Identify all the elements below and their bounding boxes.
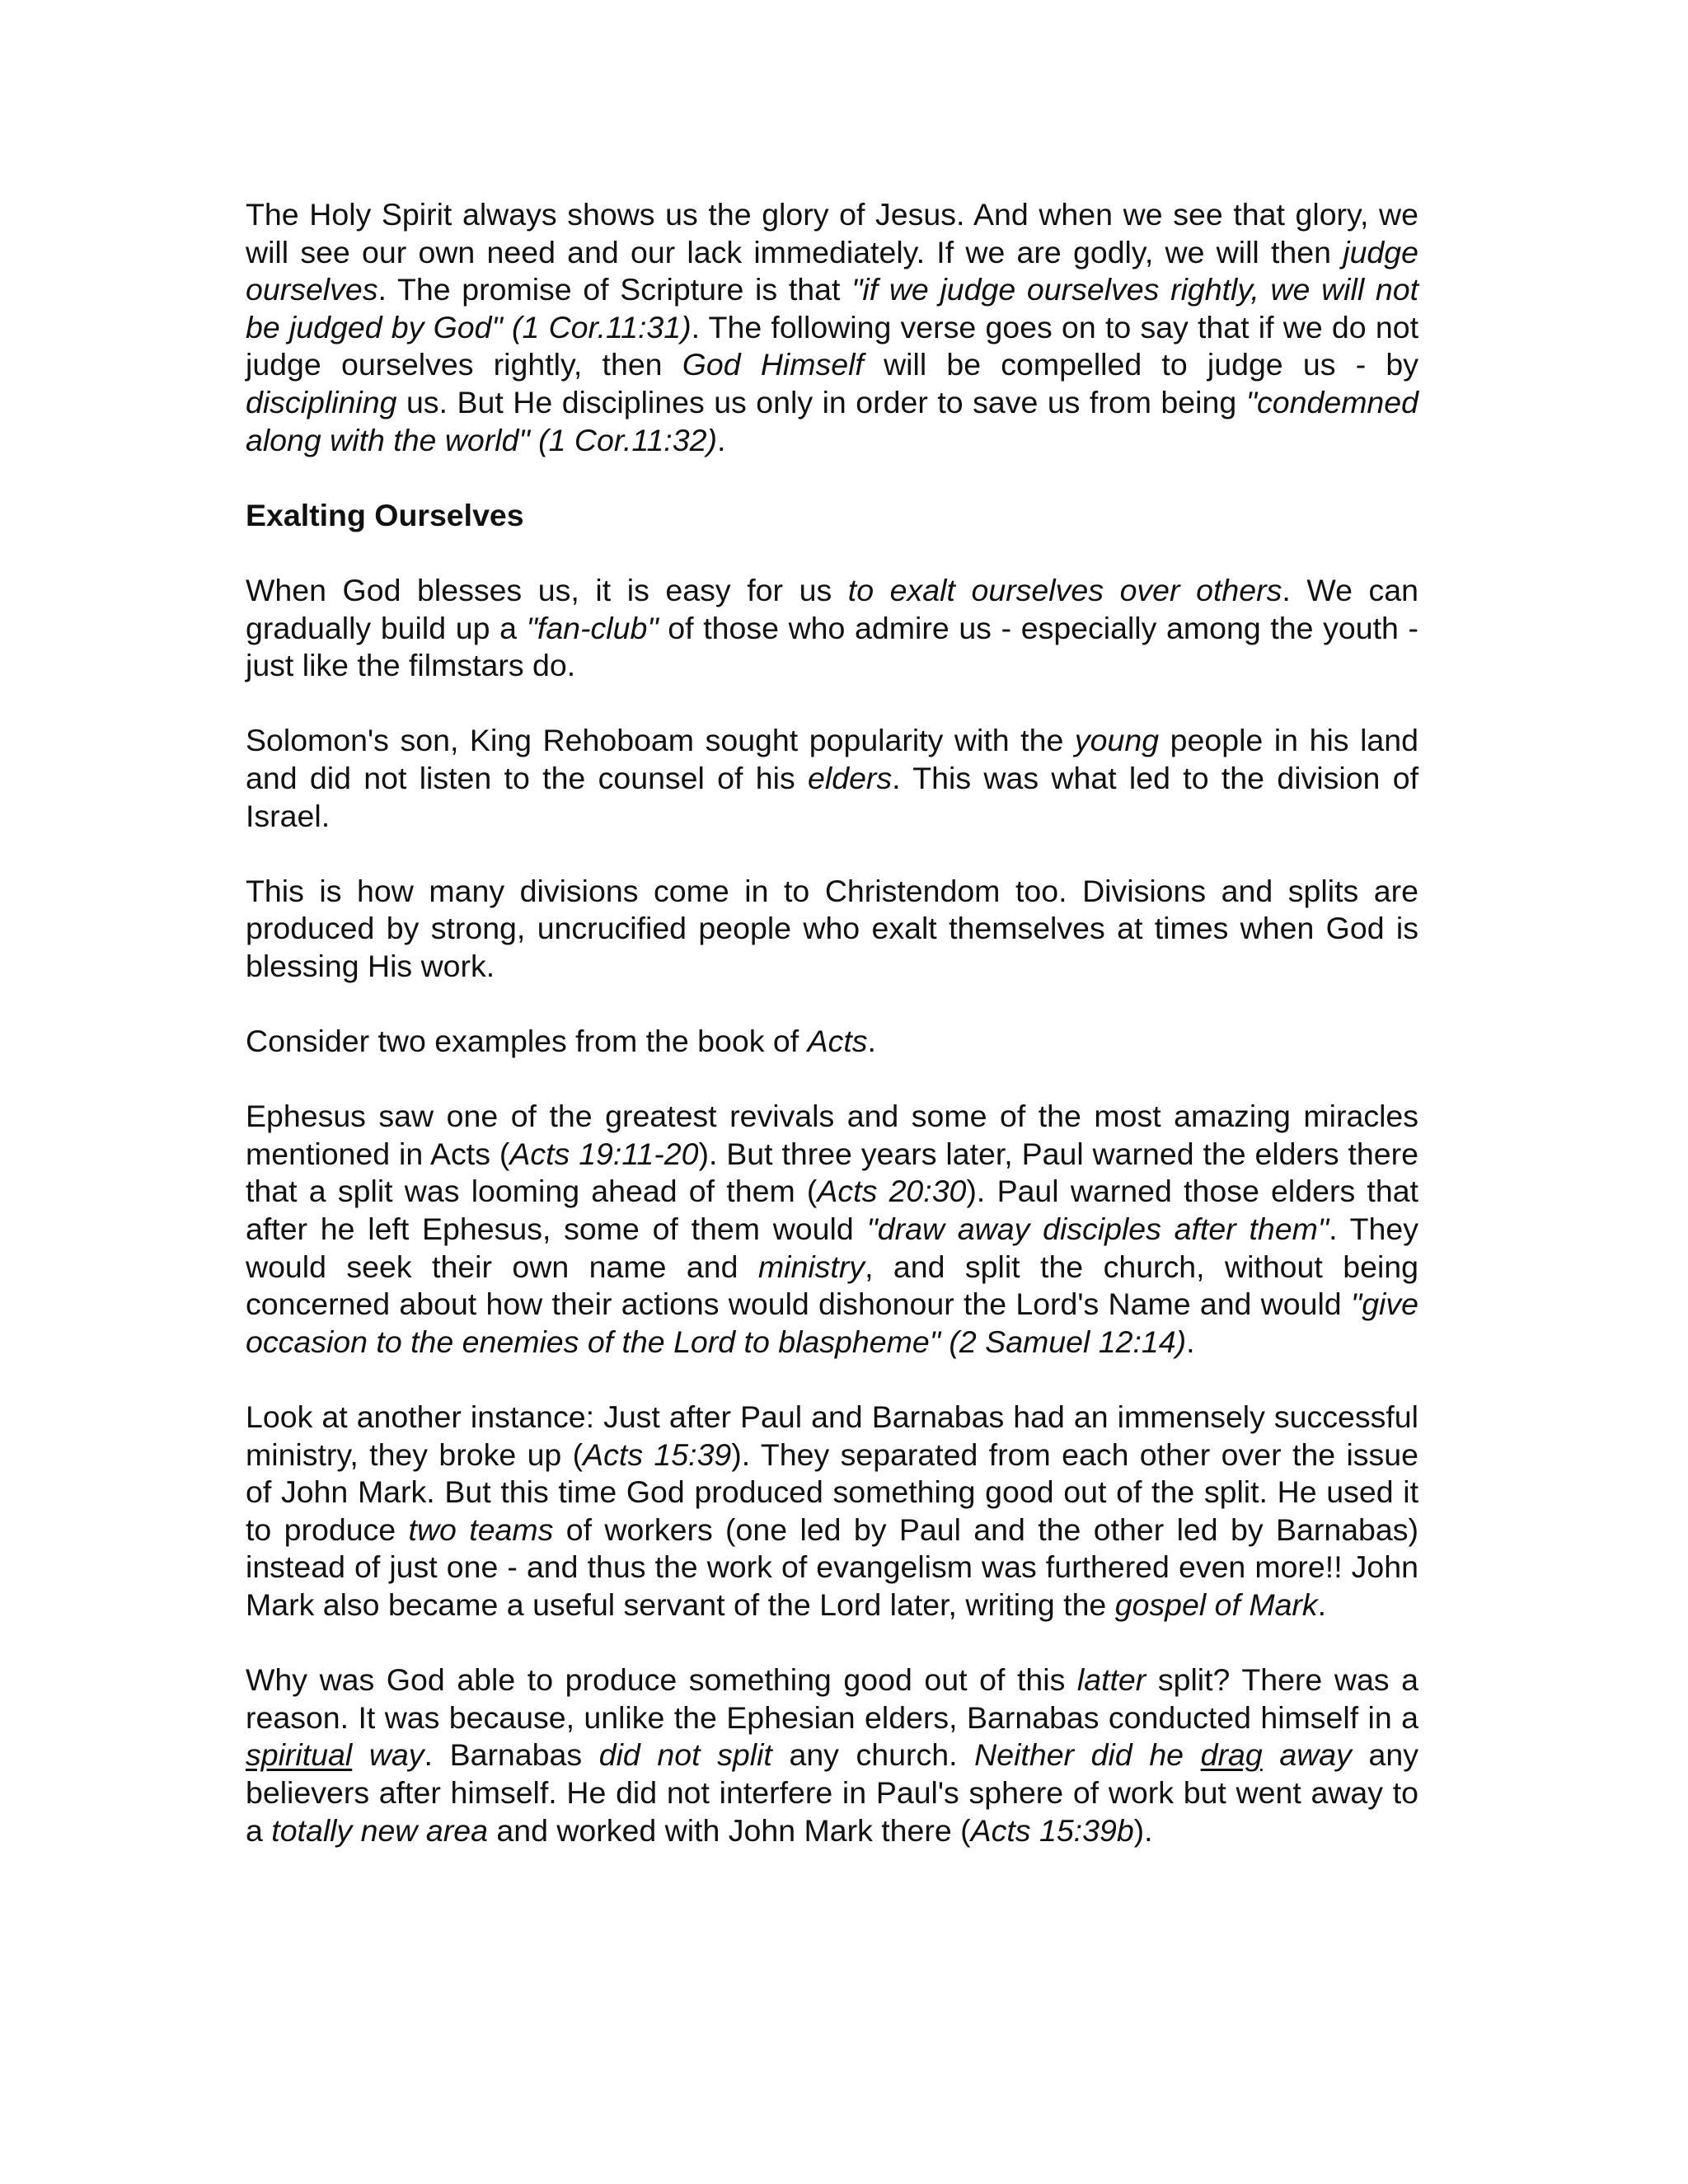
text-run: of workers (one led by Paul and the other led by Barnabas) instead of just one - and thus the work of evangelism was furthered even more!! John Mark also became a useful servant of the Lord later, writing the	[246, 1511, 1418, 1622]
text-run: ).	[1133, 1812, 1153, 1848]
text-run: Look at another instance: Just after Paul and Barnabas had an immensely successful ministry, they broke up (	[246, 1399, 1418, 1472]
italic-run: to exalt ourselves over others	[847, 572, 1282, 607]
scripture-quote: "give occasion to the enemies of the Lord to blaspheme" (2 Samuel 12:14)	[246, 1286, 1418, 1359]
text-run: ). Paul warned those elders that after he left Ephesus, some of them would	[246, 1174, 1418, 1247]
underlined-italic-run: spiritual	[246, 1737, 353, 1773]
scripture-reference: Acts 15:39b	[970, 1812, 1134, 1848]
document-page	[246, 196, 1418, 1887]
paragraph-paul-barnabas	[246, 1399, 1418, 1624]
italic-run: ministry	[757, 1249, 865, 1284]
text-run: Solomon's son, King Rehoboam sought popularity with the	[246, 723, 1075, 758]
text-run: and worked with John Mark there (	[487, 1812, 971, 1848]
text-run: This is how many divisions come in to Christendom too. Divisions and splits are produced by strong, uncrucified people who exalt themselves at times when God is blessing His work.	[246, 873, 1418, 983]
underlined-italic-run: drag	[1200, 1737, 1263, 1773]
text-run: .	[716, 422, 726, 457]
text-run: When God blesses us, it is easy for us	[246, 572, 848, 607]
italic-run: Neither did he	[974, 1737, 1201, 1773]
text-run: any church.	[771, 1737, 975, 1773]
italic-run: young	[1074, 723, 1160, 758]
italic-run: latter	[1076, 1662, 1146, 1698]
italic-run: judge ourselves	[246, 234, 1418, 307]
text-run: . The following verse goes on to say that if we do not judge ourselves rightly, then	[246, 309, 1418, 382]
scripture-reference: Acts 19:11-20	[509, 1136, 699, 1171]
italic-run: "fan-club"	[526, 610, 659, 645]
text-run: Ephesus saw one of the greatest revivals and some of the most amazing miracles mentioned in Acts (	[246, 1099, 1418, 1171]
section-heading: Exalting Ourselves	[246, 497, 524, 532]
paragraph-divisions	[246, 873, 1418, 986]
italic-run: totally new area	[271, 1812, 488, 1848]
text-run	[352, 1737, 369, 1772]
text-run: .	[867, 1024, 876, 1059]
text-run: , and split the church, without being concerned about how their actions would dishonour the Lord's Name and would	[246, 1249, 1418, 1322]
paragraph-exalt-ourselves	[246, 572, 1418, 685]
text-run: split? There was a reason. It was because, unlike the Ephesian elders, Barnabas conducted himself in a	[246, 1662, 1418, 1735]
text-run: any believers after himself. He did not interfere in Paul's sphere of work but went away to a	[246, 1737, 1418, 1848]
scripture-quote: "draw away disciples after them"	[866, 1212, 1329, 1247]
italic-run: away	[1262, 1737, 1352, 1773]
text-run: ). They separated from each other over the issue of John Mark. But this time God produced something good out of the split. He used it to produce	[246, 1436, 1418, 1547]
italic-run: way	[368, 1737, 424, 1773]
text-run: . The promise of Scripture is that	[377, 272, 852, 307]
paragraph-two-examples	[246, 1023, 1418, 1061]
text-run: . We can gradually build up a	[246, 572, 1418, 645]
scripture-reference: Acts 15:39	[583, 1436, 732, 1472]
scripture-reference: Acts 20:30	[817, 1174, 967, 1209]
text-run: . Barnabas	[424, 1737, 599, 1773]
text-run: .	[1317, 1586, 1327, 1622]
paragraph-latter-split	[246, 1661, 1418, 1849]
italic-run: God Himself	[682, 347, 864, 382]
text-run: . They would seek their own name and	[246, 1212, 1418, 1284]
scripture-quote: "condemned along with the world" (1 Cor.11:32)	[246, 384, 1418, 457]
paragraph-ephesus	[246, 1098, 1418, 1361]
italic-run: Acts	[807, 1024, 868, 1059]
text-run: of those who admire us - especially among the youth - just like the filmstars do.	[246, 610, 1419, 683]
text-run: us. But He disciplines us only in order to save us from being	[396, 384, 1246, 419]
text-run: The Holy Spirit always shows us the glory of Jesus. And when we see that glory, we will see our own need and our lack immediately. If we are godly, we will then	[246, 197, 1418, 269]
italic-run: elders	[808, 760, 893, 795]
scripture-quote: "if we judge ourselves rightly, we will not be judged by God" (1 Cor.11:31)	[246, 272, 1419, 344]
text-run: .	[1186, 1324, 1195, 1359]
italic-run: two teams	[408, 1511, 554, 1547]
italic-run: disciplining	[246, 384, 397, 419]
italic-run: gospel of Mark	[1114, 1586, 1318, 1622]
text-run: people in his land and did not listen to the counsel of his	[246, 723, 1418, 795]
text-run: . This was what led to the division of Israel.	[246, 760, 1418, 833]
text-run: Why was God able to produce something good out of this	[246, 1662, 1077, 1698]
paragraph-judging-ourselves	[246, 196, 1418, 459]
text-run: will be compelled to judge us - by	[863, 347, 1418, 382]
text-run: Consider two examples from the book of	[246, 1024, 808, 1059]
text-run: ). But three years later, Paul warned the elders there that a split was looming ahead of them (	[246, 1136, 1418, 1209]
paragraph-rehoboam	[246, 722, 1418, 835]
italic-run: did not split	[598, 1737, 772, 1773]
